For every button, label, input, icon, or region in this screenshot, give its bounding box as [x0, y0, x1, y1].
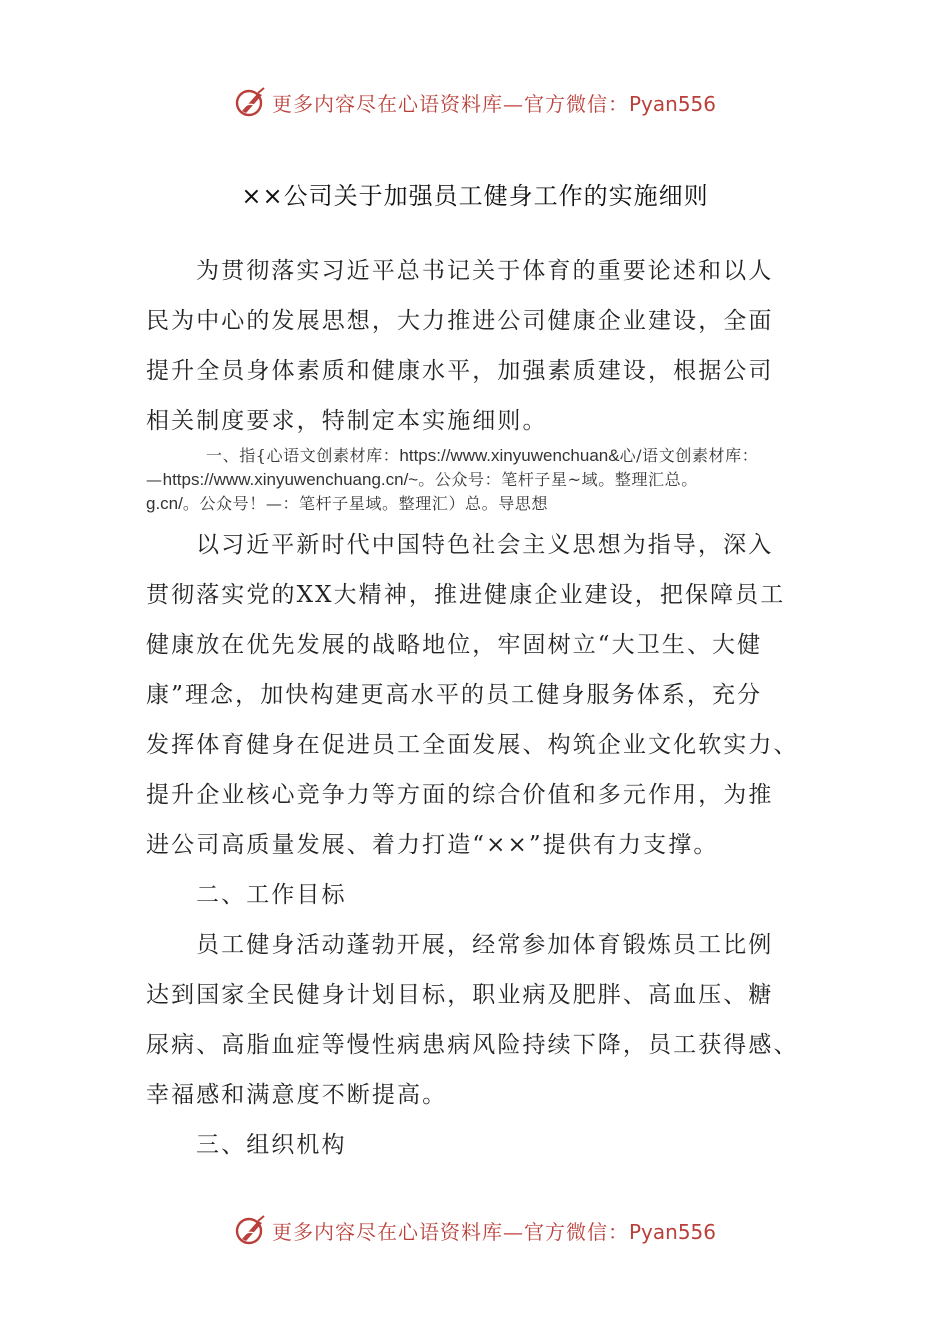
pen-logo-icon	[234, 1213, 268, 1247]
header-banner	[0, 82, 950, 122]
footer-banner	[0, 1210, 950, 1250]
note-line-1: 一、指{心语文创素材库：https://www.xinyuwenchuan&心/语文创素材库：	[206, 446, 759, 465]
note-line-3: g.cn/。公众号！—：笔杆子星域。整理汇）总。导思想	[146, 494, 549, 513]
section2-line-1: 员工健身活动蓬勃开展，经常参加体育锻炼员工比例	[196, 932, 774, 958]
section1-line-3: 健康放在优先发展的战略地位，牢固树立“大卫生、大健	[146, 632, 763, 658]
section3-heading: 三、组织机构	[196, 1132, 347, 1158]
section1-line-6: 提升企业核心竞争力等方面的综合价值和多元作用，为推	[146, 782, 774, 808]
section1-line-5: 发挥体育健身在促进员工全面发展、构筑企业文化软实力、	[146, 732, 799, 758]
section2-line-4: 幸福感和满意度不断提高。	[146, 1082, 448, 1108]
document-title: ××公司关于加强员工健身工作的实施细则	[241, 182, 709, 210]
intro-line-4: 相关制度要求，特制定本实施细则。	[146, 408, 548, 434]
section2-line-3: 尿病、高脂血症等慢性病患病风险持续下降，员工获得感、	[146, 1032, 799, 1058]
intro-line-1: 为贯彻落实习近平总书记关于体育的重要论述和以人	[196, 258, 774, 284]
intro-line-2: 民为中心的发展思想，大力推进公司健康企业建设，全面	[146, 308, 774, 334]
section1-line-4: 康”理念，加快构建更高水平的员工健身服务体系，充分	[146, 682, 763, 708]
section1-line-2: 贯彻落实党的XX大精神，推进健康企业建设，把保障员工	[146, 582, 786, 608]
section2-heading: 二、工作目标	[196, 882, 347, 908]
section1-line-7: 进公司高质量发展、着力打造“××”提供有力支撑。	[146, 832, 719, 858]
section1-line-1: 以习近平新时代中国特色社会主义思想为指导，深入	[196, 532, 774, 558]
intro-line-3: 提升全员身体素质和健康水平，加强素质建设，根据公司	[146, 358, 774, 384]
note-line-2: —https://www.xinyuwenchuang.cn/~。公众号：笔杆子星~域。整理汇总。	[146, 470, 698, 489]
pen-logo-icon	[234, 85, 268, 119]
section2-line-2: 达到国家全民健身计划目标，职业病及肥胖、高血压、糖	[146, 982, 774, 1008]
banner-text: 更多内容尽在心语资料库—官方微信：Pyan556	[271, 1219, 716, 1244]
banner-text: 更多内容尽在心语资料库—官方微信：Pyan556	[271, 91, 716, 116]
